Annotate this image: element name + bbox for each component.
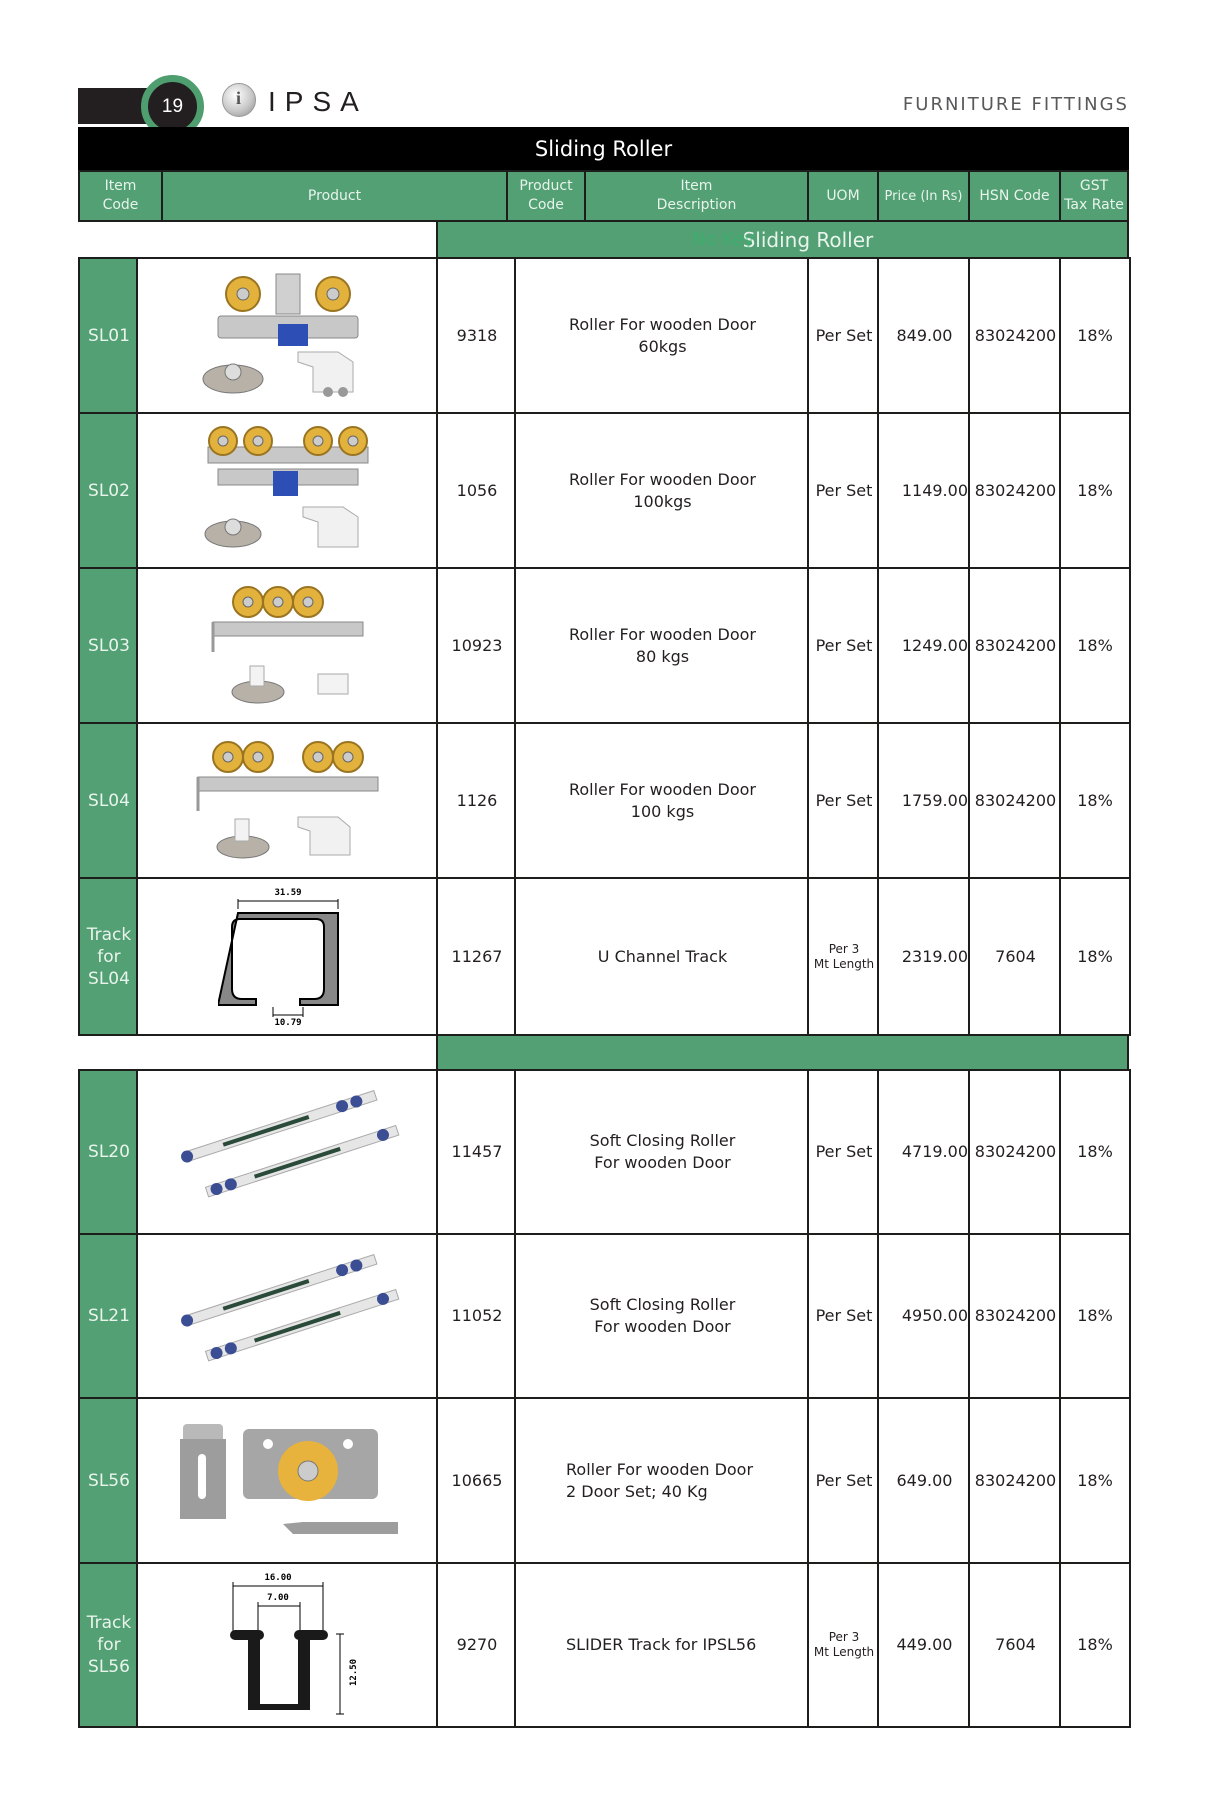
hsn-code: 83024200 xyxy=(974,480,1057,500)
item-code-cell xyxy=(78,257,140,414)
item-code: SL04 xyxy=(88,790,130,811)
text-line: Roller For wooden Door xyxy=(566,1459,754,1479)
item-code: SL03 xyxy=(88,635,130,656)
product-code-cell xyxy=(436,567,518,724)
hsn-code-cell xyxy=(968,1562,1063,1728)
text-line: SL56 xyxy=(88,1657,130,1677)
ipsa-logo-icon: i xyxy=(222,83,256,117)
gst-rate-cell xyxy=(1059,1069,1131,1235)
item-description-cell xyxy=(514,257,811,414)
text-line: For wooden Door xyxy=(594,1153,731,1172)
product-code: 1126 xyxy=(456,790,498,810)
text-line: Soft Closing Roller xyxy=(589,1295,736,1314)
price-cell xyxy=(877,1397,972,1564)
product-image-cell xyxy=(136,722,440,879)
price: 849.00 xyxy=(896,325,953,345)
text-line: Roller For wooden Door xyxy=(568,314,757,334)
table-title: Sliding Roller xyxy=(78,127,1129,170)
uom-cell xyxy=(807,567,881,724)
page-number: 19 xyxy=(161,95,184,117)
text-line: Roller For wooden Door xyxy=(568,779,757,799)
text-line: Per Set xyxy=(815,1306,873,1325)
roller-100kg-image xyxy=(178,419,398,563)
product-image-cell xyxy=(136,1069,440,1235)
product-image-cell xyxy=(136,257,440,414)
col-header-price: Price (In Rs) xyxy=(877,170,970,222)
item-code: SL56 xyxy=(88,1470,130,1491)
col-header-hsn: HSN Code xyxy=(968,170,1061,222)
product-code-cell xyxy=(436,877,518,1036)
gst-rate: 18% xyxy=(1077,480,1113,500)
gst-rate-cell xyxy=(1059,877,1131,1036)
col-header-item-description: Item Description xyxy=(584,170,809,222)
roller-100kg-8wheel-image xyxy=(178,729,398,873)
gst-rate-cell xyxy=(1059,1562,1131,1728)
text-line: Mt Length xyxy=(813,1645,875,1659)
product-code: 11457 xyxy=(451,1142,503,1161)
price-cell xyxy=(877,567,972,724)
hsn-code-cell xyxy=(968,877,1063,1036)
price-cell xyxy=(877,877,972,1036)
hsn-code: 7604 xyxy=(995,1635,1036,1654)
text-line: SLIDER Track for IPSL56 xyxy=(566,1635,757,1654)
gst-rate: 18% xyxy=(1077,325,1113,345)
item-description-cell xyxy=(514,567,811,724)
item-code: SL01 xyxy=(88,325,130,346)
gst-rate: 18% xyxy=(1077,1142,1113,1161)
product-image-cell xyxy=(136,877,440,1036)
price: 1759.00 xyxy=(901,790,968,810)
logo-text: IPSA xyxy=(268,86,368,117)
u-channel-track-drawing xyxy=(218,885,358,1029)
item-code-cell xyxy=(78,412,140,569)
product-image-cell xyxy=(136,412,440,569)
item-description-cell xyxy=(514,1397,811,1564)
svg-text:10.79: 10.79 xyxy=(274,1017,302,1025)
product-code: 10923 xyxy=(451,635,503,655)
gst-rate: 18% xyxy=(1077,1470,1113,1490)
item-description-cell xyxy=(514,877,811,1036)
item-code: SL02 xyxy=(88,480,130,501)
price: 649.00 xyxy=(896,1470,953,1490)
product-code-cell xyxy=(436,722,518,879)
hsn-code-cell xyxy=(968,722,1063,879)
hsn-code: 83024200 xyxy=(974,325,1057,345)
svg-text:7.00: 7.00 xyxy=(267,1593,289,1603)
item-code-cell xyxy=(78,722,140,879)
item-description-cell xyxy=(514,412,811,569)
text-line: U Channel Track xyxy=(597,946,728,966)
svg-text:31.59: 31.59 xyxy=(274,887,302,898)
gst-rate: 18% xyxy=(1077,1635,1113,1654)
product-code: 11052 xyxy=(451,1306,503,1325)
product-image-cell xyxy=(136,1562,440,1728)
price: 1149.00 xyxy=(901,480,968,500)
product-image-cell xyxy=(136,1233,440,1399)
text-line: Track xyxy=(86,924,132,945)
text-line: 100kgs xyxy=(633,491,692,511)
hsn-code: 7604 xyxy=(995,946,1036,966)
hsn-code-cell xyxy=(968,257,1063,414)
uom-cell xyxy=(807,722,881,879)
product-code: 11267 xyxy=(451,946,503,966)
gst-rate-cell xyxy=(1059,412,1131,569)
text-line: 60kgs xyxy=(638,336,687,356)
subheader-ghost-text: No Key xyxy=(691,229,755,250)
roller-80kg-image xyxy=(188,574,388,718)
price-cell xyxy=(877,1069,972,1235)
text-line: Track xyxy=(86,1613,132,1633)
item-code-cell xyxy=(78,1233,140,1399)
product-code-cell xyxy=(436,257,518,414)
text-line: 80 kgs xyxy=(635,646,690,666)
text-line: Per 3 xyxy=(828,1630,860,1644)
hsn-code: 83024200 xyxy=(974,790,1057,810)
price: 1249.00 xyxy=(901,635,968,655)
text-line: Per Set xyxy=(815,1470,873,1490)
uom-cell xyxy=(807,257,881,414)
uom-cell xyxy=(807,1233,881,1399)
price: 4719.00 xyxy=(901,1142,968,1161)
hsn-code-cell xyxy=(968,412,1063,569)
col-header-item-code: Item Code xyxy=(78,170,163,222)
price-cell xyxy=(877,1562,972,1728)
text-line: 2 Door Set; 40 Kg xyxy=(566,1481,708,1501)
svg-text:12.50: 12.50 xyxy=(349,1658,359,1686)
gst-rate-cell xyxy=(1059,1397,1131,1564)
gst-rate-cell xyxy=(1059,1233,1131,1399)
soft-closing-roller-image xyxy=(168,1090,408,1214)
hsn-code: 83024200 xyxy=(974,1142,1057,1161)
product-code-cell xyxy=(436,1069,518,1235)
item-description-cell xyxy=(514,1562,811,1728)
hsn-code-cell xyxy=(968,1233,1063,1399)
item-code: SL21 xyxy=(88,1306,130,1326)
gst-rate: 18% xyxy=(1077,946,1113,966)
price: 2319.00 xyxy=(901,946,968,966)
uom-cell xyxy=(807,1397,881,1564)
product-code-cell xyxy=(436,1233,518,1399)
uom-cell xyxy=(807,1069,881,1235)
item-description-cell xyxy=(514,722,811,879)
text-line: Mt Length xyxy=(813,956,875,971)
gst-rate: 18% xyxy=(1077,635,1113,655)
subheader-band xyxy=(436,220,1129,259)
product-code: 1056 xyxy=(456,480,498,500)
gst-rate: 18% xyxy=(1077,1306,1113,1325)
uom-cell xyxy=(807,877,881,1036)
text-line: 100 kgs xyxy=(630,801,695,821)
section-separator-band xyxy=(436,1032,1129,1071)
item-description-cell xyxy=(514,1233,811,1399)
hsn-code-cell xyxy=(968,1397,1063,1564)
col-header-product: Product xyxy=(161,170,508,222)
text-line: Per 3 xyxy=(828,941,860,956)
text-line: for xyxy=(97,1635,121,1655)
product-image-cell xyxy=(136,567,440,724)
gst-rate-cell xyxy=(1059,722,1131,879)
svg-text:16.00: 16.00 xyxy=(264,1573,292,1583)
price-cell xyxy=(877,722,972,879)
item-code-cell xyxy=(78,877,140,1036)
price-cell xyxy=(877,257,972,414)
item-code: SL20 xyxy=(88,1142,130,1162)
text-line: For wooden Door xyxy=(594,1317,731,1336)
text-line: SL04 xyxy=(88,968,130,989)
soft-closing-roller-image xyxy=(168,1254,408,1378)
product-code-cell xyxy=(436,1397,518,1564)
section-title: FURNITURE FITTINGS xyxy=(902,94,1129,115)
hsn-code: 83024200 xyxy=(974,635,1057,655)
product-code: 10665 xyxy=(451,1470,503,1490)
text-line: Per Set xyxy=(815,480,873,500)
uom-cell xyxy=(807,1562,881,1728)
col-header-uom: UOM xyxy=(807,170,879,222)
text-line: Soft Closing Roller xyxy=(589,1131,736,1150)
product-code: 9318 xyxy=(456,325,498,345)
item-code-cell xyxy=(78,1069,140,1235)
text-line: Per Set xyxy=(815,790,873,810)
price: 4950.00 xyxy=(901,1306,968,1325)
text-line: Roller For wooden Door xyxy=(568,469,757,489)
roller-2-door-set-image xyxy=(168,1409,408,1553)
price: 449.00 xyxy=(896,1635,953,1654)
product-code: 9270 xyxy=(456,1635,498,1654)
text-line: for xyxy=(97,946,121,967)
gst-rate-cell xyxy=(1059,567,1131,724)
page-tab xyxy=(78,88,148,124)
price-cell xyxy=(877,1233,972,1399)
text-line: Per Set xyxy=(815,325,873,345)
hsn-code-cell xyxy=(968,1069,1063,1235)
hsn-code-cell xyxy=(968,567,1063,724)
text-line: Per Set xyxy=(815,635,873,655)
uom-cell xyxy=(807,412,881,569)
gst-rate: 18% xyxy=(1077,790,1113,810)
slider-track-drawing xyxy=(208,1568,368,1722)
subheader-text: Sliding Roller xyxy=(742,227,874,252)
item-code-cell xyxy=(78,1562,140,1728)
col-header-gst: GST Tax Rate xyxy=(1059,170,1129,222)
product-code-cell xyxy=(436,412,518,569)
text-line: Per Set xyxy=(815,1142,873,1161)
roller-60kg-image xyxy=(188,264,388,408)
gst-rate-cell xyxy=(1059,257,1131,414)
hsn-code: 83024200 xyxy=(974,1306,1057,1325)
item-description-cell xyxy=(514,1069,811,1235)
price-cell xyxy=(877,412,972,569)
text-line: Roller For wooden Door xyxy=(568,624,757,644)
product-code-cell xyxy=(436,1562,518,1728)
product-image-cell xyxy=(136,1397,440,1564)
item-code-cell xyxy=(78,1397,140,1564)
item-code-cell xyxy=(78,567,140,724)
hsn-code: 83024200 xyxy=(974,1470,1057,1490)
col-header-product-code: Product Code xyxy=(506,170,586,222)
